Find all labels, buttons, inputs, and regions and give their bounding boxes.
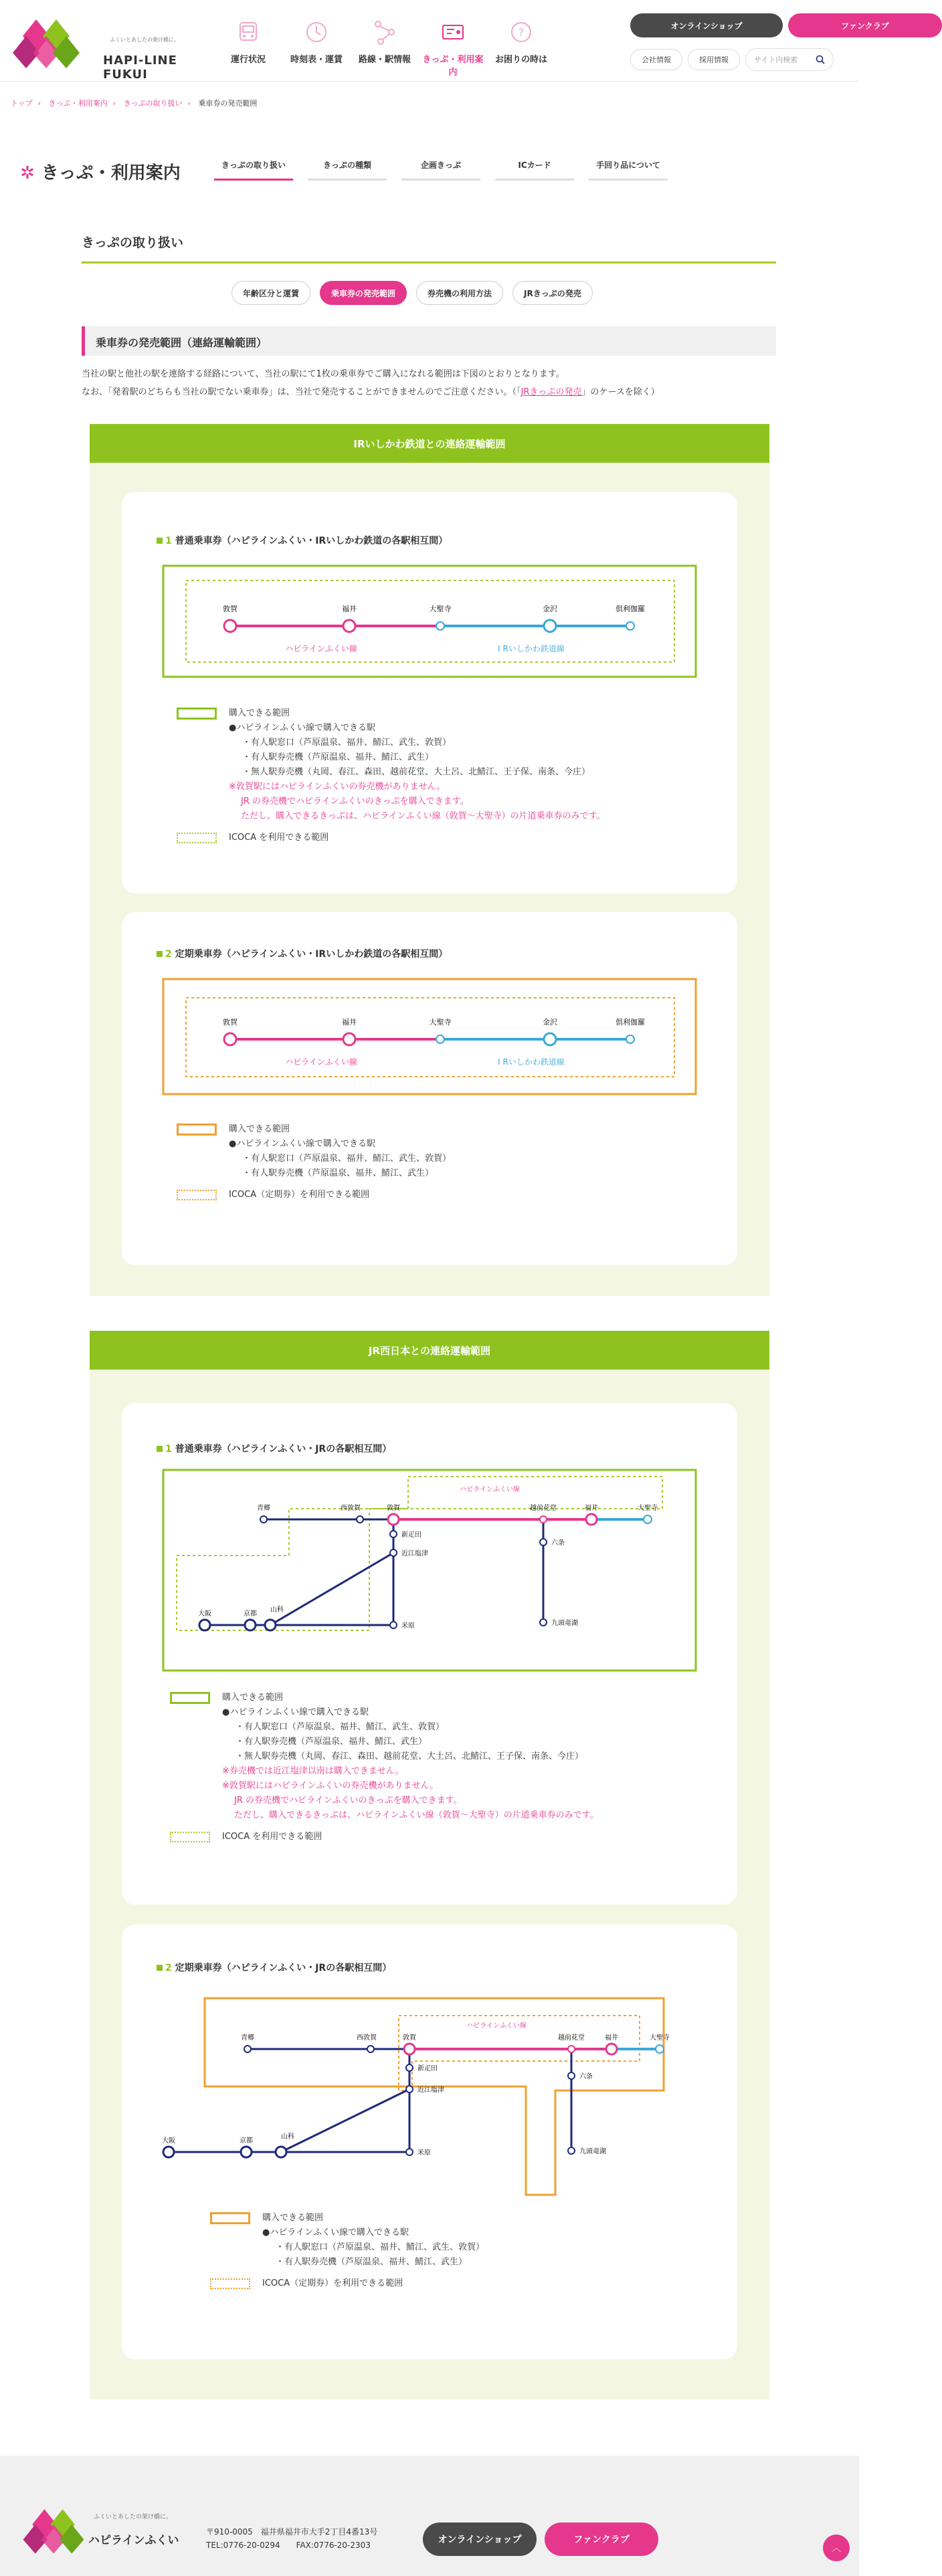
station-label: 大阪 [162,2137,175,2145]
station-label: 西敦賀 [357,2034,377,2042]
station-kanazawa [544,1033,556,1045]
station-daishoji [436,622,444,630]
card-number: 1 [165,1444,172,1455]
station-label: 近江塩津 [417,2086,444,2094]
legend-hapi: ●ハピラインふくい線で購入できる駅 [222,1707,369,1717]
bullet-square-icon [157,951,163,957]
content-tabs [231,281,593,305]
legend-buy: 購入できる範囲 [262,2213,324,2223]
search-input[interactable] [745,48,834,71]
legend-dotted-box-icon [177,1190,217,1200]
station-fukui [606,2044,617,2054]
search-placeholder: サイト内検索 [754,56,798,64]
station-aomi [244,2046,251,2052]
jr-band-title: JR西日本との連絡運輸範囲 [90,1331,769,1370]
station-fukui [343,1033,355,1045]
legend-solid-box-icon [177,708,217,720]
station-label: 越前花堂 [558,2034,585,2042]
station-daishoji [656,2045,664,2053]
station-label: 敦賀 [223,605,238,613]
legend-s1: ・有人駅窓口（芦原温泉、福井、鯖江、武生、敦賀） [242,1154,452,1164]
station-label: 米原 [417,2149,431,2157]
legend-solid-box-icon [170,1692,210,1704]
legend-buy: 購入できる範囲 [229,708,290,718]
tab-ticket-types[interactable]: きっぷの種類 [308,159,387,181]
flower-icon: ✲ [20,163,35,183]
card-title [157,1961,391,1974]
breadcrumb-top[interactable]: トップ [11,99,33,108]
logo-mark-icon [9,16,83,70]
legend-solid-box-icon [177,1123,217,1136]
station-fukui [586,1514,597,1525]
legend-s3: ・無人駅券売機（丸岡、春江、森田、越前花堂、大土呂、北鯖江、王子保、南条、今庄） [236,1751,584,1761]
ir-commuter-legend [177,1122,451,1202]
legend-icoca: ICOCA を利用できる範囲 [229,833,329,843]
breadcrumb-current: 乗車券の発売範囲 [198,99,258,108]
card-title-text: 普通乗車券（ハピラインふくい・IRいしかわ鉄道の各駅相互間） [175,536,448,546]
legend-note: ※敦賀駅にはハピラインふくいの券売機がありません。 [222,1781,439,1791]
station-kuzuryu [568,2147,575,2154]
breadcrumb-ticket[interactable]: きっぷ・利用案内 [48,99,108,108]
station-maibara [406,2149,413,2155]
station-aomi [260,1516,267,1523]
nav-ticket[interactable] [419,19,487,78]
station-nishitsuruga [367,2046,374,2052]
legend-buy: 購入できる範囲 [229,1124,290,1134]
intro-line2a: なお、「発着駅のどちらも当社の駅でない乗車券」は、当社で発売することができませんのでご注意ください。（「 [82,387,521,397]
station-daishoji [436,1035,444,1043]
ir-regular-legend [177,706,605,845]
station-shinhikida [390,1531,397,1537]
tab-ticket-machine[interactable]: 券売機の利用方法 [416,281,503,305]
tab-special-tickets[interactable]: 企画きっぷ [401,159,480,181]
station-echizenhanando [540,1516,547,1523]
tab-age-fare[interactable]: 年齢区分と運賃 [231,281,310,305]
bullet-square-icon [157,1965,163,1971]
card-title [157,947,448,960]
nav-train-status[interactable] [214,19,282,78]
route-map-icon [371,19,398,45]
station-rokujo [540,1539,547,1545]
page-title [20,159,181,184]
legend-s1: ・有人駅窓口（芦原温泉、福井、鯖江、武生、敦賀） [242,738,452,748]
legend-icoca: ICOCA（定期券）を利用できる範囲 [229,1190,370,1200]
station-kuzuryu [540,1619,547,1626]
station-label: 大聖寺 [429,1018,452,1027]
station-label: 倶利伽羅 [616,1018,645,1027]
tab-ic-card[interactable]: ICカード [495,159,574,181]
legend-note: JR の券売機でハピラインふくいのきっぷを購入できます。 [234,1796,462,1806]
station-nishitsuruga [357,1516,363,1523]
nav-label: お困りの時は [494,55,547,65]
line-label-ir: I Rいしかわ鉄道線 [498,1057,565,1067]
chevron-up-icon: ︿ [832,2543,841,2554]
station-label: 敦賀 [403,2034,416,2042]
page-title-text: きっぷ・利用案内 [41,163,181,183]
breadcrumb-handling[interactable]: きっぷの取り扱い [123,99,183,108]
legend-dotted-box-icon [210,2278,250,2289]
line-label-hapi: ハピラインふくい線 [466,2022,527,2030]
station-label: 大聖寺 [638,1505,658,1512]
site-header [0,0,889,82]
station-kurikara [626,1035,634,1043]
legend-solid-box-icon [210,2212,250,2224]
search-icon[interactable] [816,55,825,64]
station-tsuruga [224,1033,236,1045]
station-label: 六条 [551,1539,565,1547]
station-maibara [390,1622,397,1628]
ir-regular-route-map [162,564,697,678]
tab-ticket-handling[interactable]: きっぷの取り扱い [214,159,293,181]
jr-ticket-link[interactable]: JRきっぷの発売 [521,387,582,397]
train-status-icon [235,19,262,45]
question-icon [508,19,535,45]
nav-label: 時刻表・運賃 [290,55,343,65]
legend-hapi: ●ハピラインふくい線で購入できる駅 [229,1139,375,1149]
station-label: 米原 [401,1622,415,1630]
station-label: 敦賀 [223,1018,238,1027]
site-logo[interactable] [9,16,197,82]
card-number: 2 [165,949,172,960]
tab-jr-tickets[interactable]: JRきっぷの発売 [512,281,593,305]
section-tabs [214,159,668,181]
station-echizenhanando [568,2046,575,2052]
station-label: 金沢 [543,1018,557,1027]
station-kanazawa [544,620,556,632]
card-title [157,534,448,547]
station-label: 福井 [342,1018,357,1027]
station-label: 新疋田 [417,2065,438,2072]
station-label: 大阪 [198,1610,211,1618]
footer-name: ハピラインふくい [88,2534,179,2547]
station-label: 京都 [240,2137,253,2145]
nav-label: 路線・駅情報 [358,55,411,65]
station-label: 西敦賀 [341,1505,361,1512]
station-label: 大聖寺 [650,2034,670,2042]
logo-name: HAPI-LINE FUKUI [103,53,177,82]
nav-timetable[interactable] [282,19,351,78]
legend-note: ただし、購入できるきっぷは、ハピラインふくい線（敦賀〜大聖寺）の片道乗車券のみです。 [234,1810,599,1820]
station-label: 青郷 [241,2034,254,2042]
station-tsuruga [224,620,236,632]
station-label: 越前花堂 [530,1505,557,1512]
station-osaka [163,2147,174,2157]
ir-card-regular [122,492,737,893]
footer-contact-line: TEL:0776-20-0294 FAX:0776-20-2303 [206,2541,371,2550]
legend-note: JR の券売機でハピラインふくいのきっぷを購入できます。 [241,796,469,807]
legend-s3: ・無人駅券売機（丸岡、春江、森田、越前花堂、大土呂、北鯖江、王子保、南条、今庄） [242,767,591,777]
intro-line1: 当社の駅と他社の駅を連絡する経路について、当社の駅にて1枚の乗車券でご購入になれる範囲は下図のとおりとなります。 [82,369,565,379]
station-label: 京都 [244,1610,257,1618]
online-shop-button[interactable]: オンラインショップ [630,13,783,37]
station-label: 九頭竜湖 [579,2148,606,2155]
legend-note: ※敦賀駅にはハピラインふくいの券売機がありません。 [229,782,446,792]
svg-text:?: ? [518,26,525,39]
card-title-text: 普通乗車券（ハピラインふくい・JRの各駅相互間） [175,1444,392,1455]
ticket-icon [440,19,466,45]
ir-band-title: IRいしかわ鉄道との連絡運輸範囲 [90,424,769,463]
station-shinhikida [406,2064,413,2071]
station-osaka [199,1620,210,1630]
station-fukui [343,620,355,632]
station-daishoji [644,1515,652,1523]
line-label-hapi: ハピラインふくい線 [285,644,357,653]
footer-online-shop-button[interactable]: オンラインショップ [423,2523,537,2556]
tab-baggage[interactable]: 手回り品について [589,159,668,181]
footer-address [206,2525,377,2552]
line-label-hapi: ハピラインふくい線 [460,1486,520,1493]
card-number: 2 [165,1963,172,1973]
line-label-hapi: ハピラインふくい線 [285,1057,357,1067]
breadcrumb [11,98,262,108]
station-label: 六条 [579,2073,593,2080]
content-heading: 乗車券の発売範囲（連絡運輸範囲） [82,326,776,356]
jr-card-commuter [122,1925,737,2359]
station-label: 山科 [270,1606,284,1614]
station-label: 青郷 [257,1505,270,1512]
legend-s2: ・有人駅券売機（芦原温泉、福井、鯖江、武生） [236,1737,428,1747]
station-label: 九頭竜湖 [551,1620,578,1627]
card-title-text: 定期乗車券（ハピラインふくい・IRいしかわ鉄道の各駅相互間） [175,949,448,960]
section-heading: きっぷの取り扱い [82,233,776,263]
bullet-square-icon [157,1446,163,1452]
ir-card-commuter [122,912,737,1265]
station-label: 金沢 [543,605,557,613]
legend-icoca: ICOCA を利用できる範囲 [222,1832,322,1842]
logo-mark-icon [20,2504,87,2557]
global-nav [214,19,555,78]
company-info-link[interactable]: 会社情報 [630,49,682,70]
jr-commuter-legend [210,2211,484,2291]
card-title [157,1442,391,1455]
nav-label: きっぷ・利用案内 [422,55,484,78]
legend-hapi: ●ハピラインふくい線で購入できる駅 [229,723,375,733]
footer-logo[interactable] [20,2504,187,2557]
nav-label: 運行状況 [230,55,266,65]
jr-regular-legend [170,1691,599,1844]
station-tsuruga [404,2044,415,2054]
fan-club-button[interactable]: ファンクラブ [788,13,942,37]
footer-fan-club-button[interactable]: ファンクラブ [545,2523,658,2556]
legend-dotted-box-icon [177,833,217,843]
nav-help[interactable] [487,19,555,78]
station-yamashina [276,2147,286,2157]
intro-line2b: 」のケースを除く） [581,387,660,397]
site-footer [0,2456,859,2576]
legend-buy: 購入できる範囲 [222,1693,284,1703]
station-rokujo [568,2072,575,2079]
line-label-ir: I Rいしかわ鉄道線 [498,644,565,653]
station-yamashina [265,1620,276,1630]
station-kyoto [245,1620,256,1630]
chevron-right-icon: › [37,99,41,108]
legend-note: ただし、購入できるきっぷは、ハピラインふくい線（敦賀〜大聖寺）の片道乗車券のみです。 [241,811,605,821]
legend-s2: ・有人駅券売機（芦原温泉、福井、鯖江、武生） [276,2257,468,2267]
station-tsuruga [388,1514,399,1525]
intro-line2 [82,383,660,401]
back-to-top-button[interactable] [823,2535,850,2561]
footer-address-line: 〒910-0005 福井県福井市大手2丁目4番13号 [206,2527,378,2537]
tab-sales-range[interactable]: 乗車券の発売範囲 [320,281,407,305]
station-label: 山科 [281,2133,294,2141]
legend-s1: ・有人駅窓口（芦原温泉、福井、鯖江、武生、敦賀） [276,2242,485,2252]
legend-hapi: ●ハピラインふくい線で購入できる駅 [262,2228,409,2238]
chevron-right-icon: › [112,99,116,108]
legend-icoca: ICOCA（定期券）を利用できる範囲 [262,2278,403,2288]
station-label: 敦賀 [387,1505,400,1512]
footer-tagline: ふくいとあしたの架け橋に。 [94,2514,173,2520]
station-label: 福井 [342,605,357,613]
station-label: 大聖寺 [429,605,452,613]
ir-commuter-route-map [162,978,697,1098]
legend-s2: ・有人駅券売機（芦原温泉、福井、鯖江、武生） [242,1168,434,1178]
card-number: 1 [165,536,172,546]
station-label: 福井 [585,1505,598,1512]
jr-card-regular [122,1403,737,1905]
station-label: 倶利伽羅 [616,605,645,613]
legend-dotted-box-icon [170,1832,210,1842]
intro-text [82,365,660,401]
jr-regular-route-map [162,1469,697,1676]
station-label: 福井 [605,2034,618,2042]
legend-s1: ・有人駅窓口（芦原温泉、福井、鯖江、武生、敦賀） [236,1722,445,1732]
nav-route[interactable] [351,19,419,78]
station-kyoto [241,2147,252,2157]
station-omishiotsu [406,2086,413,2092]
station-label: 新疋田 [401,1531,421,1539]
chevron-right-icon: › [187,99,191,108]
station-label: 近江塩津 [401,1550,428,1558]
jr-commuter-route-map [162,1992,697,2206]
logo-tagline: ふくいとあしたの架け橋に。 [110,37,179,43]
clock-icon [303,19,330,45]
station-omishiotsu [390,1549,397,1556]
legend-s2: ・有人駅券売機（芦原温泉、福井、鯖江、武生） [242,752,434,762]
bullet-square-icon [157,538,163,544]
recruit-link[interactable]: 採用情報 [688,49,740,70]
legend-note: ※券売機では近江塩津以南は購入できません。 [222,1766,404,1776]
station-kurikara [626,622,634,630]
card-title-text: 定期乗車券（ハピラインふくい・JRの各駅相互間） [175,1963,392,1973]
